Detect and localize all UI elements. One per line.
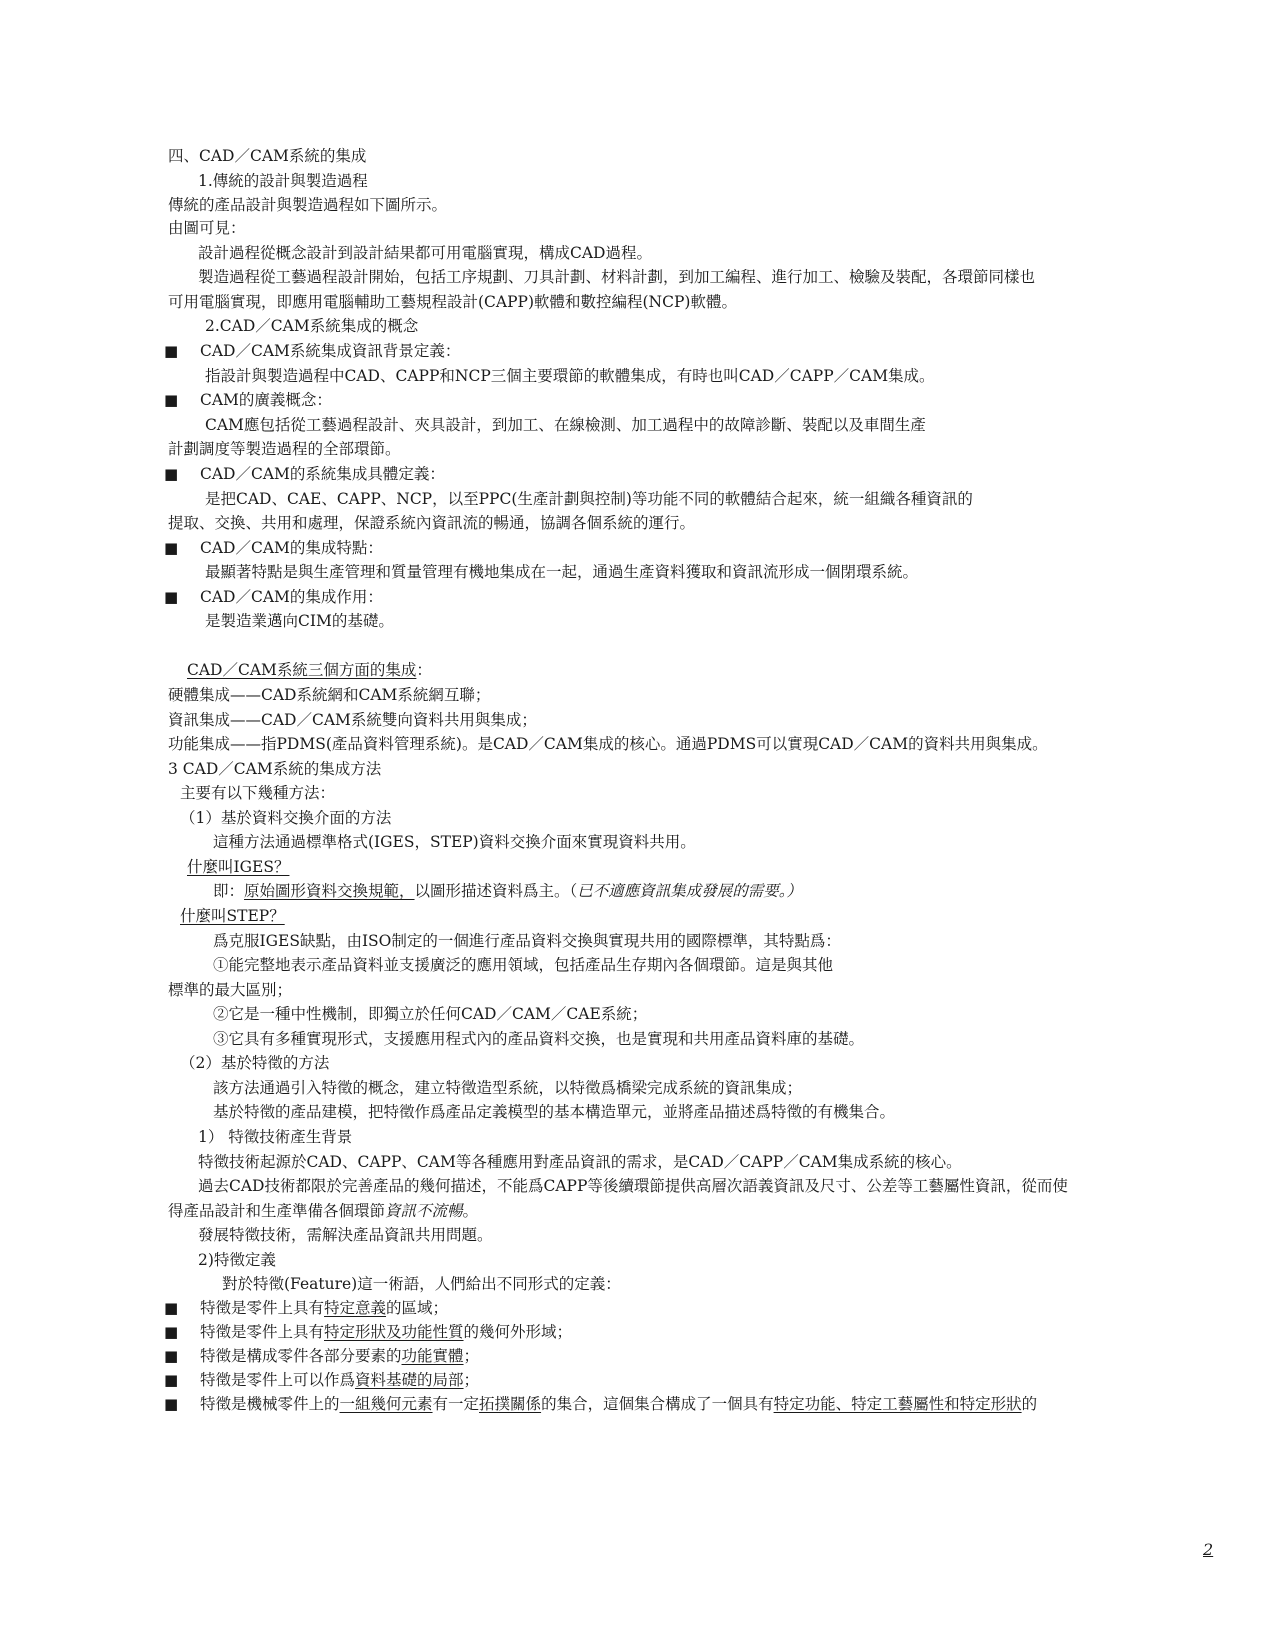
paragraph-line: 是把CAD、CAE、CAPP、NCP，以至PPC(生產計劃與控制)等功能不同的軟體結合起來，統一組織各種資訊的 [205, 490, 973, 508]
text-run: 特徵是零件上具有 [200, 1323, 325, 1341]
italic-text: 已不適應資訊集成發展的需要。） [577, 882, 803, 900]
paragraph-line [213, 881, 802, 901]
paragraph-line: 由圖可見： [168, 219, 246, 237]
bullet-item [166, 1370, 479, 1390]
paragraph-line: 該方法通過引入特徵的概念，建立特徵造型系統，以特徵爲橋梁完成系統的資訊集成； [213, 1079, 803, 1097]
paragraph-line: 是製造業邁向CIM的基礎。 [205, 612, 394, 630]
paragraph-line: 資訊集成——CAD／CAM系統雙向資料共用與集成； [168, 711, 537, 729]
underlined-text: 功能實體 [401, 1347, 464, 1365]
paragraph-line: ③它具有多種實現形式，支援應用程式內的產品資料交換，也是實現和共用產品資料庫的基礎。 [213, 1030, 865, 1048]
paragraph-line: 傳統的產品設計與製造過程如下圖所示。 [168, 196, 448, 214]
text-run: 特徵是零件上具有 [200, 1299, 325, 1317]
paragraph-line: CAM應包括從工藝過程設計、夾具設計，到加工、在線檢測、加工過程中的故障診斷、裝配以及車間生產 [205, 416, 926, 434]
text-run: 特徵是構成零件各部分要素的 [200, 1347, 402, 1365]
italic-text: 資訊不流暢 [385, 1202, 463, 1220]
bullet-item: ■ CAD／CAM系統集成資訊背景定義： [166, 341, 460, 361]
paragraph-line: ②它是一種中性機制，即獨立於任何CAD／CAM／CAE系統； [213, 1005, 648, 1023]
paragraph-line: 計劃調度等製造過程的全部環節。 [168, 440, 401, 458]
page-number: 2 [1203, 1540, 1214, 1559]
underlined-text: 拓撲關係 [479, 1395, 542, 1413]
method-heading: （1）基於資料交換介面的方法 [180, 809, 392, 827]
text-run: 得產品設計和生產準備各個環節 [168, 1202, 386, 1220]
paragraph-line: 最顯著特點是與生產管理和質量管理有機地集成在一起，通過生產資料獲取和資訊流形成一個閉環系統。 [205, 563, 919, 581]
text-run: 的集合，這個集合構成了一個具有 [541, 1395, 774, 1413]
subsection-heading: 1） 特徵技術產生背景 [198, 1128, 353, 1146]
text-run: 的 [1021, 1395, 1038, 1413]
question-heading: 什麼叫IGES？ [187, 858, 290, 876]
paragraph-line: 提取、交換、共用和處理，保證系統內資訊流的暢通，協調各個系統的運行。 [168, 514, 696, 532]
subsection-heading: 2.CAD／CAM系統集成的概念 [205, 317, 419, 335]
subsection-heading: 2)特徵定義 [198, 1251, 276, 1269]
underlined-text: 一組幾何元素 [339, 1395, 433, 1413]
paragraph-line: 發展特徵技術，需解決產品資訊共用問題。 [198, 1226, 493, 1244]
bullet-item [166, 1322, 572, 1342]
paragraph-line: 製造過程從工藝過程設計開始，包括工序規劃、刀具計劃、材料計劃，到加工編程、進行加工、檢驗及裝配，各環節同樣也 [198, 268, 1036, 286]
text-run: 有一定 [432, 1395, 480, 1413]
text-run: 特徵是機械零件上的 [200, 1395, 340, 1413]
paragraph-line: 主要有以下幾種方法： [180, 784, 336, 802]
text-run: 即： [213, 882, 245, 900]
underlined-text: 資料基礎的局部 [355, 1371, 464, 1389]
paragraph-line: ①能完整地表示產品資料並支援廣泛的應用領域，包括產品生存期內各個環節。這是與其他 [213, 956, 834, 974]
paragraph-line: 標準的最大區別； [168, 981, 293, 999]
subsection-heading: 1.傳統的設計與製造過程 [198, 172, 368, 190]
bullet-item [166, 1394, 1037, 1414]
paragraph-line: 過去CAD技術都限於完善產品的幾何描述，不能爲CAPP等後續環節提供高層次語義資訊及尺寸、公差等工藝屬性資訊，從而使 [198, 1177, 1068, 1195]
paragraph-line: 基於特徵的產品建模，把特徵作爲產品定義模型的基本構造單元，並將產品描述爲特徵的有機集合。 [213, 1103, 896, 1121]
underlined-text: 特定功能、特定工藝屬性和特定形狀 [773, 1395, 1022, 1413]
bullet-item [166, 1298, 448, 1318]
paragraph-line: 功能集成——指PDMS(產品資料管理系統)。是CAD／CAM集成的核心。通過PDMS可以實現CAD／CAM的資料共用與集成。 [168, 735, 1048, 753]
subsection-heading: 3 CAD／CAM系統的集成方法 [168, 760, 382, 778]
question-heading: 什麼叫STEP？ [180, 907, 285, 925]
section-heading: 四、CAD／CAM系統的集成 [168, 147, 367, 165]
bullet-item: ■ CAD／CAM的系統集成具體定義： [166, 464, 445, 484]
underlined-text: CAD／CAM系統三個方面的集成 [187, 661, 417, 679]
text-run: ； [463, 1347, 480, 1365]
underlined-text: 特定意義 [324, 1299, 387, 1317]
paragraph-line: 特徵技術起源於CAD、CAPP、CAM等各種應用對產品資訊的需求，是CAD／CAPP／CAM集成系統的核心。 [198, 1153, 962, 1171]
text-run: 。 [462, 1202, 479, 1220]
paragraph-line: 指設計與製造過程中CAD、CAPP和NCP三個主要環節的軟體集成，有時也叫CAD／CAPP／CAM集成。 [205, 367, 935, 385]
text-run: 以圖形描述資料爲主。（ [414, 882, 578, 900]
text-run: 的區域； [386, 1299, 449, 1317]
paragraph-line: 可用電腦實現，即應用電腦輔助工藝規程設計(CAPP)軟體和數控編程(NCP)軟體。 [168, 293, 737, 311]
underlined-text: 特定形狀及功能性質 [324, 1323, 464, 1341]
text-run: 特徵是零件上可以作爲 [200, 1371, 356, 1389]
bullet-item: ■ CAD／CAM的集成特點： [166, 538, 383, 558]
underlined-text: 原始圖形資料交換規範， [244, 882, 415, 900]
paragraph-line: 爲克服IGES缺點，由ISO制定的一個進行產品資料交換與實現共用的國際標準，其特點爲： [213, 932, 841, 950]
paragraph-line: 對於特徵(Feature)這一術語，人們給出不同形式的定義： [222, 1275, 621, 1293]
method-heading: （2）基於特徵的方法 [180, 1054, 330, 1072]
paragraph-line: 設計過程從概念設計到設計結果都可用電腦實現，構成CAD過程。 [198, 244, 652, 262]
integration-heading [187, 660, 432, 680]
text-run: ： [416, 661, 432, 679]
paragraph-line: 硬體集成——CAD系統網和CAM系統網互聯； [168, 686, 491, 704]
paragraph-line: 這種方法通過標準格式(IGES，STEP)資料交換介面來實現資料共用。 [213, 833, 696, 851]
bullet-item: ■ CAD／CAM的集成作用： [166, 587, 383, 607]
paragraph-line [168, 1201, 478, 1221]
bullet-item: ■ CAM的廣義概念： [166, 390, 332, 410]
text-run: 的幾何外形域； [463, 1323, 573, 1341]
text-run: ； [463, 1371, 480, 1389]
bullet-item [166, 1346, 479, 1366]
